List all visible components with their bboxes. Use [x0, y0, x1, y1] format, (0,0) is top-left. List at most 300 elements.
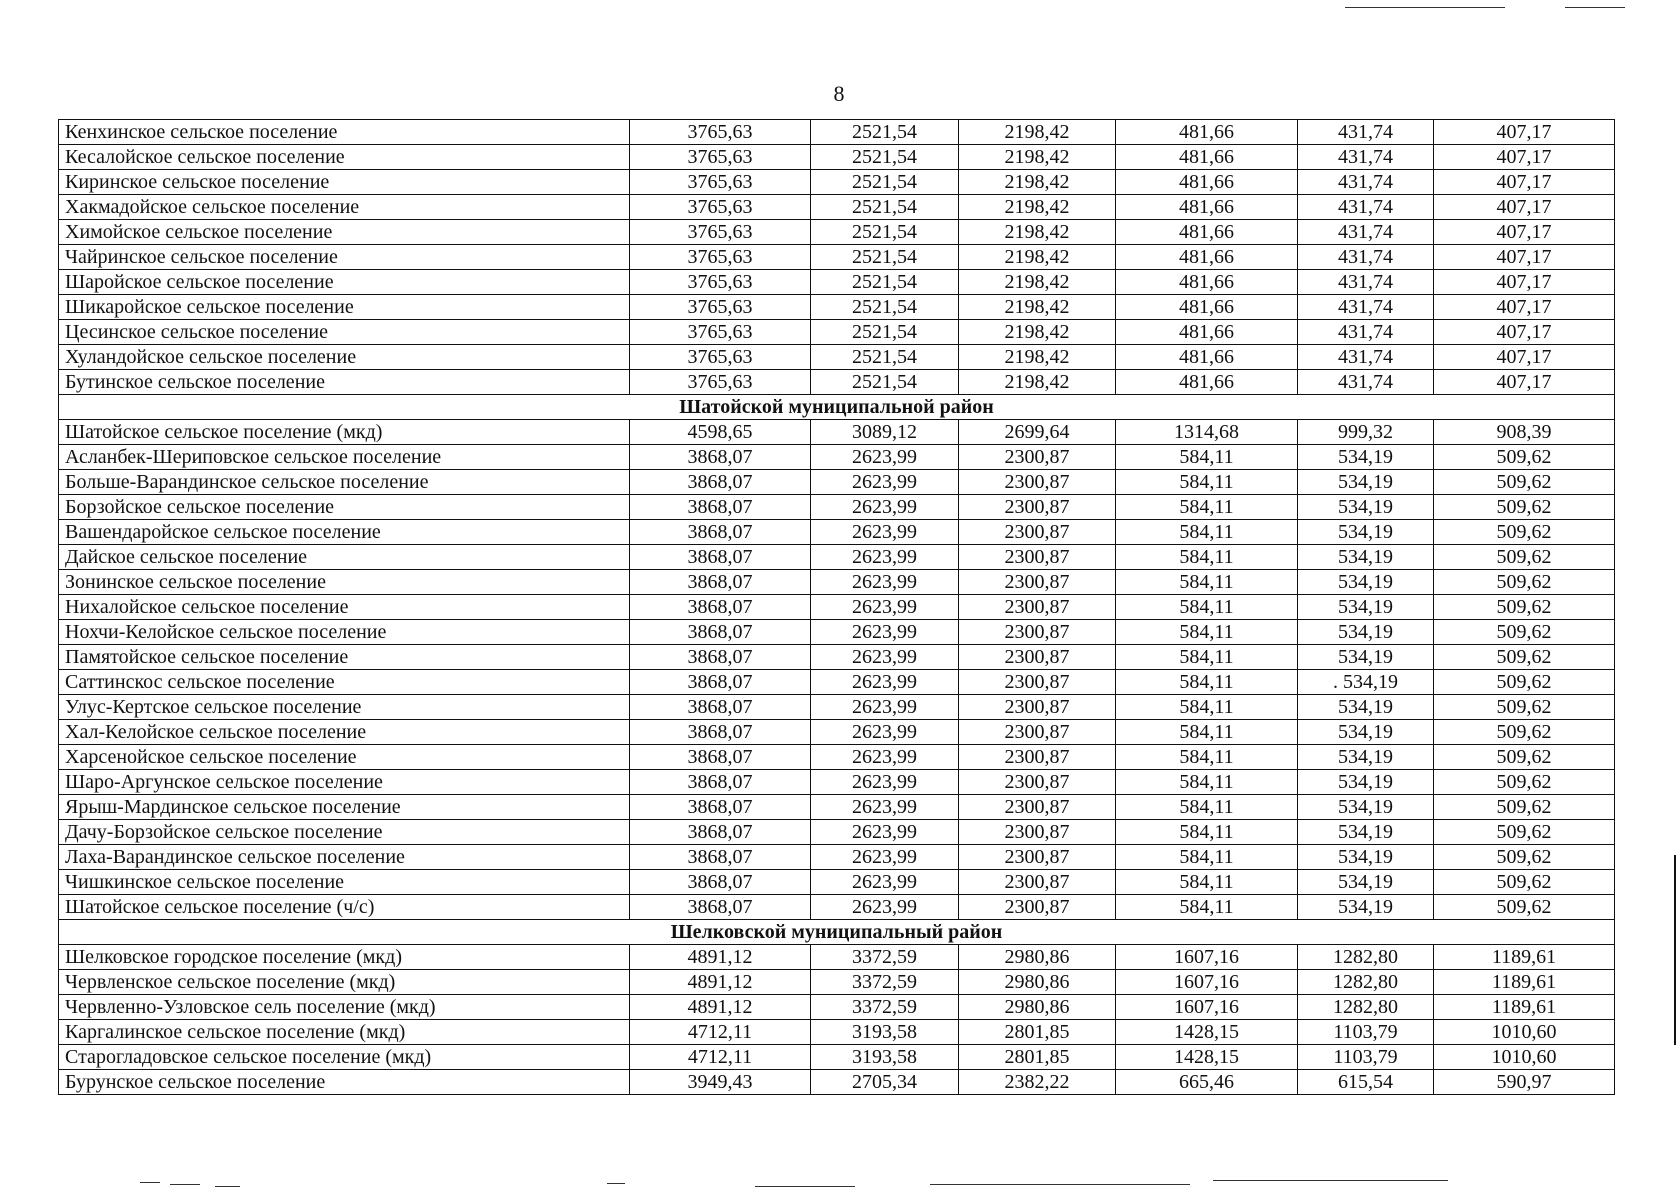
value-cell-6: 509,62: [1434, 770, 1615, 795]
value-cell-5: 431,74: [1298, 195, 1434, 220]
value-cell-2: 2623,99: [811, 645, 959, 670]
value-cell-4: 584,11: [1116, 820, 1298, 845]
value-cell-6: 509,62: [1434, 820, 1615, 845]
value-cell-5: 534,19: [1298, 895, 1434, 920]
value-cell-5: 615,54: [1298, 1070, 1434, 1095]
value-cell-2: 3193,58: [811, 1045, 959, 1070]
value-cell-6: 509,62: [1434, 470, 1615, 495]
value-cell-1: 3868,07: [630, 770, 811, 795]
value-cell-5: 534,19: [1298, 445, 1434, 470]
value-cell-4: 481,66: [1116, 220, 1298, 245]
value-cell-1: 3868,07: [630, 620, 811, 645]
value-cell-6: 407,17: [1434, 320, 1615, 345]
value-cell-4: 584,11: [1116, 645, 1298, 670]
value-cell-5: 534,19: [1298, 745, 1434, 770]
table-row: [59, 295, 1615, 320]
settlement-name: Киринское сельское поселение: [59, 170, 630, 195]
table-row: [59, 745, 1615, 770]
value-cell-2: 2521,54: [811, 320, 959, 345]
value-cell-4: 584,11: [1116, 520, 1298, 545]
value-cell-2: 3089,12: [811, 420, 959, 445]
value-cell-2: 2521,54: [811, 245, 959, 270]
value-cell-2: 2623,99: [811, 670, 959, 695]
value-cell-3: 2300,87: [959, 645, 1116, 670]
value-cell-6: 407,17: [1434, 295, 1615, 320]
value-cell-3: 2300,87: [959, 895, 1116, 920]
value-cell-1: 3868,07: [630, 745, 811, 770]
settlement-name: Червленское сельское поселение (мкд): [59, 970, 630, 995]
value-cell-6: 407,17: [1434, 195, 1615, 220]
value-cell-4: 584,11: [1116, 695, 1298, 720]
settlement-name: Шаро-Аргунское сельское поселение: [59, 770, 630, 795]
value-cell-1: 4891,12: [630, 995, 811, 1020]
table-row: [59, 520, 1615, 545]
value-cell-6: 509,62: [1434, 520, 1615, 545]
value-cell-3: 2980,86: [959, 995, 1116, 1020]
settlement-name: Улус-Кертское сельское поселение: [59, 695, 630, 720]
table-row: [59, 970, 1615, 995]
scan-artifact-line: [1213, 1180, 1448, 1181]
value-cell-5: 431,74: [1298, 295, 1434, 320]
value-cell-2: 2623,99: [811, 470, 959, 495]
value-cell-3: 2300,87: [959, 495, 1116, 520]
value-cell-4: 1607,16: [1116, 995, 1298, 1020]
value-cell-3: 2300,87: [959, 470, 1116, 495]
value-cell-5: 534,19: [1298, 595, 1434, 620]
value-cell-6: 1010,60: [1434, 1045, 1615, 1070]
value-cell-1: 4598,65: [630, 420, 811, 445]
settlement-name: Ярыш-Мардинское сельское поселение: [59, 795, 630, 820]
value-cell-6: 407,17: [1434, 220, 1615, 245]
value-cell-3: 2198,42: [959, 320, 1116, 345]
value-cell-3: 2198,42: [959, 145, 1116, 170]
table-row: [59, 995, 1615, 1020]
value-cell-1: 4712,11: [630, 1045, 811, 1070]
table-row: [59, 670, 1615, 695]
table-row: [59, 545, 1615, 570]
page-number: 8: [833, 81, 845, 106]
value-cell-2: 2521,54: [811, 370, 959, 395]
value-cell-2: 2623,99: [811, 845, 959, 870]
settlement-name: Саттинскос сельское поселение: [59, 670, 630, 695]
value-cell-4: 584,11: [1116, 445, 1298, 470]
settlement-name: Лаха-Варандинское сельское поселение: [59, 845, 630, 870]
value-cell-2: 3372,59: [811, 995, 959, 1020]
table-row: [59, 595, 1615, 620]
settlement-name: Шаройское сельское поселение: [59, 270, 630, 295]
value-cell-2: 2623,99: [811, 620, 959, 645]
value-cell-2: 2623,99: [811, 520, 959, 545]
value-cell-6: 407,17: [1434, 145, 1615, 170]
table-row: [59, 145, 1615, 170]
table-row: [59, 1020, 1615, 1045]
value-cell-2: 2623,99: [811, 795, 959, 820]
value-cell-3: 2699,64: [959, 420, 1116, 445]
value-cell-1: 3949,43: [630, 1070, 811, 1095]
value-cell-4: 584,11: [1116, 620, 1298, 645]
table-row: [59, 845, 1615, 870]
table-row: [59, 195, 1615, 220]
value-cell-2: 2521,54: [811, 220, 959, 245]
value-cell-6: 407,17: [1434, 370, 1615, 395]
value-cell-5: 431,74: [1298, 320, 1434, 345]
value-cell-2: 2623,99: [811, 720, 959, 745]
value-cell-3: 2300,87: [959, 745, 1116, 770]
value-cell-1: 3868,07: [630, 895, 811, 920]
value-cell-5: 534,19: [1298, 520, 1434, 545]
value-cell-4: 584,11: [1116, 745, 1298, 770]
value-cell-4: 1314,68: [1116, 420, 1298, 445]
value-cell-5: 534,19: [1298, 870, 1434, 895]
value-cell-1: 3868,07: [630, 670, 811, 695]
value-cell-1: 3868,07: [630, 445, 811, 470]
value-cell-3: 2300,87: [959, 845, 1116, 870]
value-cell-1: 3868,07: [630, 845, 811, 870]
value-cell-1: 3765,63: [630, 270, 811, 295]
value-cell-6: 509,62: [1434, 570, 1615, 595]
value-cell-2: 3193,58: [811, 1020, 959, 1045]
value-cell-6: 509,62: [1434, 445, 1615, 470]
value-cell-6: 509,62: [1434, 795, 1615, 820]
table-row: [59, 170, 1615, 195]
value-cell-2: 2623,99: [811, 820, 959, 845]
section-header-row: [59, 395, 1615, 420]
settlement-name: Дайское сельское поселение: [59, 545, 630, 570]
value-cell-5: 431,74: [1298, 145, 1434, 170]
value-cell-3: 2198,42: [959, 195, 1116, 220]
scan-artifact-line: [1345, 7, 1505, 8]
value-cell-2: 2705,34: [811, 1070, 959, 1095]
value-cell-5: 431,74: [1298, 120, 1434, 145]
table-row: [59, 720, 1615, 745]
settlement-name: Хуландойское сельское поселение: [59, 345, 630, 370]
value-cell-3: 2300,87: [959, 670, 1116, 695]
table-row: [59, 945, 1615, 970]
value-cell-4: 584,11: [1116, 670, 1298, 695]
settlement-name: Харсенойское сельское поселение: [59, 745, 630, 770]
value-cell-2: 2623,99: [811, 695, 959, 720]
value-cell-6: 509,62: [1434, 670, 1615, 695]
table-row: [59, 620, 1615, 645]
value-cell-3: 2980,86: [959, 970, 1116, 995]
table-row: [59, 895, 1615, 920]
value-cell-5: 1282,80: [1298, 945, 1434, 970]
value-cell-4: 481,66: [1116, 320, 1298, 345]
value-cell-6: 407,17: [1434, 345, 1615, 370]
value-cell-6: 407,17: [1434, 270, 1615, 295]
settlement-name: Кенхинское сельское поселение: [59, 120, 630, 145]
value-cell-4: 665,46: [1116, 1070, 1298, 1095]
table-row: [59, 570, 1615, 595]
value-cell-1: 3868,07: [630, 820, 811, 845]
value-cell-1: 3765,63: [630, 295, 811, 320]
value-cell-1: 4712,11: [630, 1020, 811, 1045]
value-cell-2: 2623,99: [811, 570, 959, 595]
table-row: [59, 445, 1615, 470]
value-cell-2: 2521,54: [811, 295, 959, 320]
value-cell-1: 3868,07: [630, 870, 811, 895]
value-cell-1: 3868,07: [630, 595, 811, 620]
value-cell-6: 509,62: [1434, 895, 1615, 920]
value-cell-1: 3868,07: [630, 695, 811, 720]
value-cell-4: 481,66: [1116, 345, 1298, 370]
settlement-name: Чишкинское сельское поселение: [59, 870, 630, 895]
value-cell-4: 481,66: [1116, 120, 1298, 145]
scan-artifact-line: [1565, 7, 1625, 8]
settlement-name: Шелковское городское поселение (мкд): [59, 945, 630, 970]
scan-artifact-line: [755, 1186, 855, 1187]
value-cell-5: 534,19: [1298, 845, 1434, 870]
value-cell-3: 2300,87: [959, 720, 1116, 745]
value-cell-5: . 534,19: [1298, 670, 1434, 695]
value-cell-3: 2198,42: [959, 220, 1116, 245]
settlement-name: Старогладовское сельское поселение (мкд): [59, 1045, 630, 1070]
scan-artifact-line: [930, 1184, 1190, 1185]
table-row: [59, 270, 1615, 295]
value-cell-3: 2980,86: [959, 945, 1116, 970]
settlement-name: Нохчи-Келойское сельское поселение: [59, 620, 630, 645]
value-cell-6: 509,62: [1434, 495, 1615, 520]
value-cell-4: 1607,16: [1116, 970, 1298, 995]
value-cell-6: 1189,61: [1434, 995, 1615, 1020]
value-cell-4: 584,11: [1116, 595, 1298, 620]
value-cell-1: 3868,07: [630, 645, 811, 670]
value-cell-1: 3868,07: [630, 495, 811, 520]
value-cell-3: 2801,85: [959, 1045, 1116, 1070]
value-cell-3: 2198,42: [959, 370, 1116, 395]
value-cell-3: 2300,87: [959, 595, 1116, 620]
settlement-name: Шатойское сельское поселение (ч/с): [59, 895, 630, 920]
value-cell-6: 509,62: [1434, 645, 1615, 670]
settlement-name: Бурунское сельское поселение: [59, 1070, 630, 1095]
value-cell-4: 481,66: [1116, 145, 1298, 170]
table-row: [59, 320, 1615, 345]
value-cell-3: 2198,42: [959, 245, 1116, 270]
value-cell-6: 407,17: [1434, 245, 1615, 270]
value-cell-1: 3868,07: [630, 470, 811, 495]
value-cell-3: 2198,42: [959, 270, 1116, 295]
value-cell-3: 2198,42: [959, 295, 1116, 320]
value-cell-4: 481,66: [1116, 245, 1298, 270]
table-row: [59, 870, 1615, 895]
value-cell-5: 534,19: [1298, 820, 1434, 845]
value-cell-5: 431,74: [1298, 345, 1434, 370]
settlement-name: Дачу-Борзойское сельское поселение: [59, 820, 630, 845]
value-cell-2: 2521,54: [811, 195, 959, 220]
settlement-name: Зонинское сельское поселение: [59, 570, 630, 595]
value-cell-6: 509,62: [1434, 745, 1615, 770]
value-cell-2: 2521,54: [811, 120, 959, 145]
value-cell-1: 3765,63: [630, 170, 811, 195]
value-cell-4: 1607,16: [1116, 945, 1298, 970]
table-row: [59, 420, 1615, 445]
value-cell-4: 481,66: [1116, 370, 1298, 395]
value-cell-3: 2382,22: [959, 1070, 1116, 1095]
value-cell-5: 1282,80: [1298, 970, 1434, 995]
value-cell-3: 2300,87: [959, 520, 1116, 545]
tariff-table: [58, 119, 1615, 1095]
value-cell-1: 3868,07: [630, 795, 811, 820]
value-cell-4: 584,11: [1116, 720, 1298, 745]
value-cell-1: 3765,63: [630, 195, 811, 220]
value-cell-1: 3765,63: [630, 145, 811, 170]
settlement-name: Хал-Келойское сельское поселение: [59, 720, 630, 745]
settlement-name: Памятойское сельское поселение: [59, 645, 630, 670]
value-cell-5: 534,19: [1298, 570, 1434, 595]
section-header-row: [59, 920, 1615, 945]
value-cell-1: 3765,63: [630, 370, 811, 395]
value-cell-2: 2623,99: [811, 545, 959, 570]
table-row: [59, 495, 1615, 520]
value-cell-2: 2623,99: [811, 895, 959, 920]
settlement-name: Чайринское сельское поселение: [59, 245, 630, 270]
value-cell-2: 2623,99: [811, 770, 959, 795]
value-cell-5: 431,74: [1298, 370, 1434, 395]
table-row: [59, 370, 1615, 395]
value-cell-6: 1189,61: [1434, 970, 1615, 995]
value-cell-1: 4891,12: [630, 970, 811, 995]
settlement-name: Асланбек-Шериповское сельское поселение: [59, 445, 630, 470]
settlement-name: Шикаройское сельское поселение: [59, 295, 630, 320]
table-row: [59, 1045, 1615, 1070]
table-body: [59, 120, 1615, 1095]
table-row: [59, 695, 1615, 720]
value-cell-5: 431,74: [1298, 220, 1434, 245]
table-row: [59, 220, 1615, 245]
value-cell-5: 999,32: [1298, 420, 1434, 445]
value-cell-3: 2300,87: [959, 870, 1116, 895]
scan-artifact-line: [140, 1182, 160, 1183]
value-cell-3: 2300,87: [959, 820, 1116, 845]
value-cell-5: 534,19: [1298, 495, 1434, 520]
value-cell-1: 4891,12: [630, 945, 811, 970]
value-cell-2: 2623,99: [811, 870, 959, 895]
value-cell-2: 3372,59: [811, 970, 959, 995]
value-cell-5: 534,19: [1298, 795, 1434, 820]
table-row: [59, 245, 1615, 270]
value-cell-5: 534,19: [1298, 620, 1434, 645]
settlement-name: Химойское сельское поселение: [59, 220, 630, 245]
value-cell-6: 509,62: [1434, 870, 1615, 895]
scan-artifact-bar: [1674, 855, 1676, 1045]
table-row: [59, 345, 1615, 370]
scan-artifact-line: [607, 1183, 625, 1184]
table-row: [59, 820, 1615, 845]
value-cell-3: 2801,85: [959, 1020, 1116, 1045]
table-row: [59, 120, 1615, 145]
value-cell-4: 584,11: [1116, 470, 1298, 495]
value-cell-5: 534,19: [1298, 645, 1434, 670]
value-cell-6: 509,62: [1434, 845, 1615, 870]
value-cell-1: 3868,07: [630, 720, 811, 745]
value-cell-4: 584,11: [1116, 895, 1298, 920]
value-cell-5: 1103,79: [1298, 1020, 1434, 1045]
table-row: [59, 1070, 1615, 1095]
value-cell-4: 584,11: [1116, 845, 1298, 870]
table-row: [59, 795, 1615, 820]
value-cell-6: 509,62: [1434, 595, 1615, 620]
value-cell-4: 481,66: [1116, 295, 1298, 320]
value-cell-2: 2521,54: [811, 145, 959, 170]
value-cell-3: 2300,87: [959, 695, 1116, 720]
value-cell-4: 1428,15: [1116, 1045, 1298, 1070]
value-cell-4: 481,66: [1116, 270, 1298, 295]
scan-artifact-line: [215, 1186, 240, 1187]
value-cell-4: 584,11: [1116, 770, 1298, 795]
value-cell-3: 2198,42: [959, 345, 1116, 370]
settlement-name: Борзойское сельское поселение: [59, 495, 630, 520]
table-row: [59, 645, 1615, 670]
value-cell-5: 534,19: [1298, 545, 1434, 570]
value-cell-5: 534,19: [1298, 695, 1434, 720]
value-cell-6: 509,62: [1434, 545, 1615, 570]
value-cell-3: 2198,42: [959, 170, 1116, 195]
value-cell-6: 509,62: [1434, 695, 1615, 720]
value-cell-5: 534,19: [1298, 720, 1434, 745]
value-cell-2: 2623,99: [811, 595, 959, 620]
value-cell-1: 3765,63: [630, 245, 811, 270]
value-cell-4: 584,11: [1116, 495, 1298, 520]
value-cell-6: 1010,60: [1434, 1020, 1615, 1045]
value-cell-3: 2300,87: [959, 620, 1116, 645]
value-cell-1: 3765,63: [630, 345, 811, 370]
settlement-name: Нихалойское сельское поселение: [59, 595, 630, 620]
value-cell-3: 2300,87: [959, 770, 1116, 795]
value-cell-1: 3765,63: [630, 120, 811, 145]
settlement-name: Бутинское сельское поселение: [59, 370, 630, 395]
value-cell-6: 908,39: [1434, 420, 1615, 445]
value-cell-5: 1103,79: [1298, 1045, 1434, 1070]
value-cell-6: 407,17: [1434, 170, 1615, 195]
table-row: [59, 770, 1615, 795]
value-cell-1: 3765,63: [630, 320, 811, 345]
value-cell-1: 3868,07: [630, 545, 811, 570]
section-title: Шатойской муниципальной район: [59, 395, 1615, 420]
value-cell-3: 2198,42: [959, 120, 1116, 145]
settlement-name: Вашендаройское сельское поселение: [59, 520, 630, 545]
value-cell-6: 509,62: [1434, 720, 1615, 745]
value-cell-3: 2300,87: [959, 795, 1116, 820]
value-cell-5: 1282,80: [1298, 995, 1434, 1020]
value-cell-6: 590,97: [1434, 1070, 1615, 1095]
settlement-name: Цесинское сельское поселение: [59, 320, 630, 345]
value-cell-4: 584,11: [1116, 795, 1298, 820]
value-cell-6: 509,62: [1434, 620, 1615, 645]
value-cell-1: 3868,07: [630, 570, 811, 595]
value-cell-3: 2300,87: [959, 570, 1116, 595]
value-cell-3: 2300,87: [959, 545, 1116, 570]
value-cell-4: 481,66: [1116, 195, 1298, 220]
settlement-name: Кесалойское сельское поселение: [59, 145, 630, 170]
value-cell-6: 407,17: [1434, 120, 1615, 145]
value-cell-6: 1189,61: [1434, 945, 1615, 970]
scan-artifact-line: [170, 1184, 200, 1185]
value-cell-2: 2623,99: [811, 445, 959, 470]
settlement-name: Шатойское сельское поселение (мкд): [59, 420, 630, 445]
value-cell-4: 481,66: [1116, 170, 1298, 195]
value-cell-2: 2623,99: [811, 495, 959, 520]
value-cell-2: 2623,99: [811, 745, 959, 770]
value-cell-1: 3765,63: [630, 220, 811, 245]
value-cell-5: 534,19: [1298, 770, 1434, 795]
value-cell-2: 3372,59: [811, 945, 959, 970]
value-cell-5: 431,74: [1298, 245, 1434, 270]
settlement-name: Больше-Варандинское сельское поселение: [59, 470, 630, 495]
table-row: [59, 470, 1615, 495]
value-cell-5: 431,74: [1298, 270, 1434, 295]
settlement-name: Червленно-Узловское сель поселение (мкд): [59, 995, 630, 1020]
value-cell-1: 3868,07: [630, 520, 811, 545]
